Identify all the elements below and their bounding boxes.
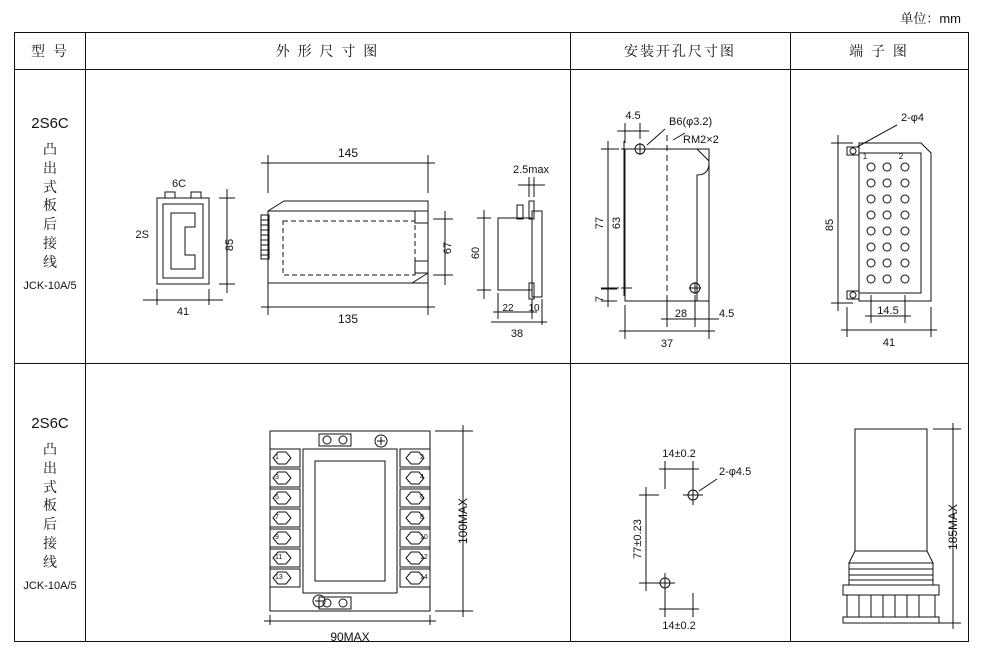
row-1-code: JCK-10A/5 (23, 279, 77, 292)
row-1-model: 2S6C (31, 115, 69, 132)
svg-text:90MAX: 90MAX (330, 630, 370, 644)
spec-table (14, 32, 969, 642)
svg-text:38: 38 (510, 328, 524, 340)
col-divider-2 (570, 33, 571, 641)
header-mounting: 安装开孔尺寸图 (624, 43, 736, 59)
header-divider (15, 69, 968, 70)
svg-text:12: 12 (420, 554, 428, 561)
unit-note: 单位：mm (900, 11, 961, 26)
svg-text:14: 14 (420, 574, 428, 581)
svg-text:2: 2 (420, 454, 424, 461)
svg-text:85: 85 (824, 218, 836, 232)
svg-text:28: 28 (674, 308, 688, 320)
row-2-label (15, 415, 85, 594)
header-model: 型 号 (31, 43, 69, 59)
row-2-model: 2S6C (31, 415, 69, 432)
row-1-mounting-drawing (577, 95, 787, 355)
svg-text:14.5: 14.5 (877, 305, 899, 317)
svg-text:2.5max: 2.5max (512, 164, 550, 176)
svg-text:10: 10 (528, 303, 540, 314)
row-2-outline-drawing (215, 401, 505, 644)
svg-text:14±0.2: 14±0.2 (662, 448, 696, 460)
svg-text:67: 67 (442, 241, 454, 255)
svg-text:63: 63 (611, 216, 623, 230)
svg-text:7: 7 (275, 514, 279, 521)
svg-text:77: 77 (594, 216, 606, 230)
row-2-terminal-drawing (815, 401, 970, 636)
svg-text:10: 10 (420, 534, 428, 541)
svg-text:6C: 6C (171, 178, 187, 190)
svg-text:2-φ4.5: 2-φ4.5 (719, 466, 752, 478)
row-2-mounting-drawing (613, 433, 773, 633)
svg-text:2: 2 (898, 152, 904, 161)
svg-text:41: 41 (176, 306, 190, 318)
svg-text:3: 3 (275, 474, 279, 481)
svg-text:RM2×2: RM2×2 (683, 134, 719, 146)
svg-text:185MAX: 185MAX (946, 503, 960, 551)
row-2-code: JCK-10A/5 (23, 579, 77, 592)
svg-text:77±0.23: 77±0.23 (632, 519, 644, 559)
row-divider (15, 363, 968, 364)
svg-text:145: 145 (337, 146, 359, 160)
svg-text:11: 11 (275, 554, 283, 561)
col-divider-1 (85, 33, 86, 641)
row-1-label (15, 115, 85, 294)
row-1-vertical-text: 凸 出 式 板 后 接 线 (43, 140, 57, 271)
svg-text:1: 1 (862, 152, 868, 161)
svg-text:60: 60 (470, 246, 482, 260)
header-outline: 外 形 尺 寸 图 (275, 43, 380, 59)
svg-text:100MAX: 100MAX (456, 497, 470, 545)
svg-text:6: 6 (420, 494, 424, 501)
svg-text:7: 7 (594, 295, 606, 303)
svg-text:1: 1 (275, 454, 279, 461)
svg-text:22: 22 (502, 303, 514, 314)
svg-text:B6(φ3.2): B6(φ3.2) (669, 116, 713, 128)
svg-text:9: 9 (275, 534, 279, 541)
col-divider-3 (790, 33, 791, 641)
row-1-outline-drawing (93, 93, 563, 358)
svg-text:14±0.2: 14±0.2 (662, 620, 696, 632)
svg-text:37: 37 (660, 338, 674, 350)
svg-text:4: 4 (420, 474, 424, 481)
header-terminal: 端 子 图 (849, 43, 909, 59)
row-2-vertical-text: 凸 出 式 板 后 接 线 (43, 440, 57, 571)
svg-text:4.5: 4.5 (719, 308, 735, 320)
svg-text:135: 135 (337, 312, 359, 326)
svg-text:13: 13 (275, 574, 283, 581)
svg-text:41: 41 (882, 337, 896, 349)
svg-text:8: 8 (420, 514, 424, 521)
svg-text:5: 5 (275, 494, 279, 501)
svg-text:2S: 2S (135, 229, 149, 241)
row-1-terminal-drawing (797, 95, 967, 355)
svg-text:4.5: 4.5 (625, 110, 641, 122)
svg-text:2-φ4: 2-φ4 (901, 112, 925, 124)
svg-text:85: 85 (224, 238, 236, 252)
